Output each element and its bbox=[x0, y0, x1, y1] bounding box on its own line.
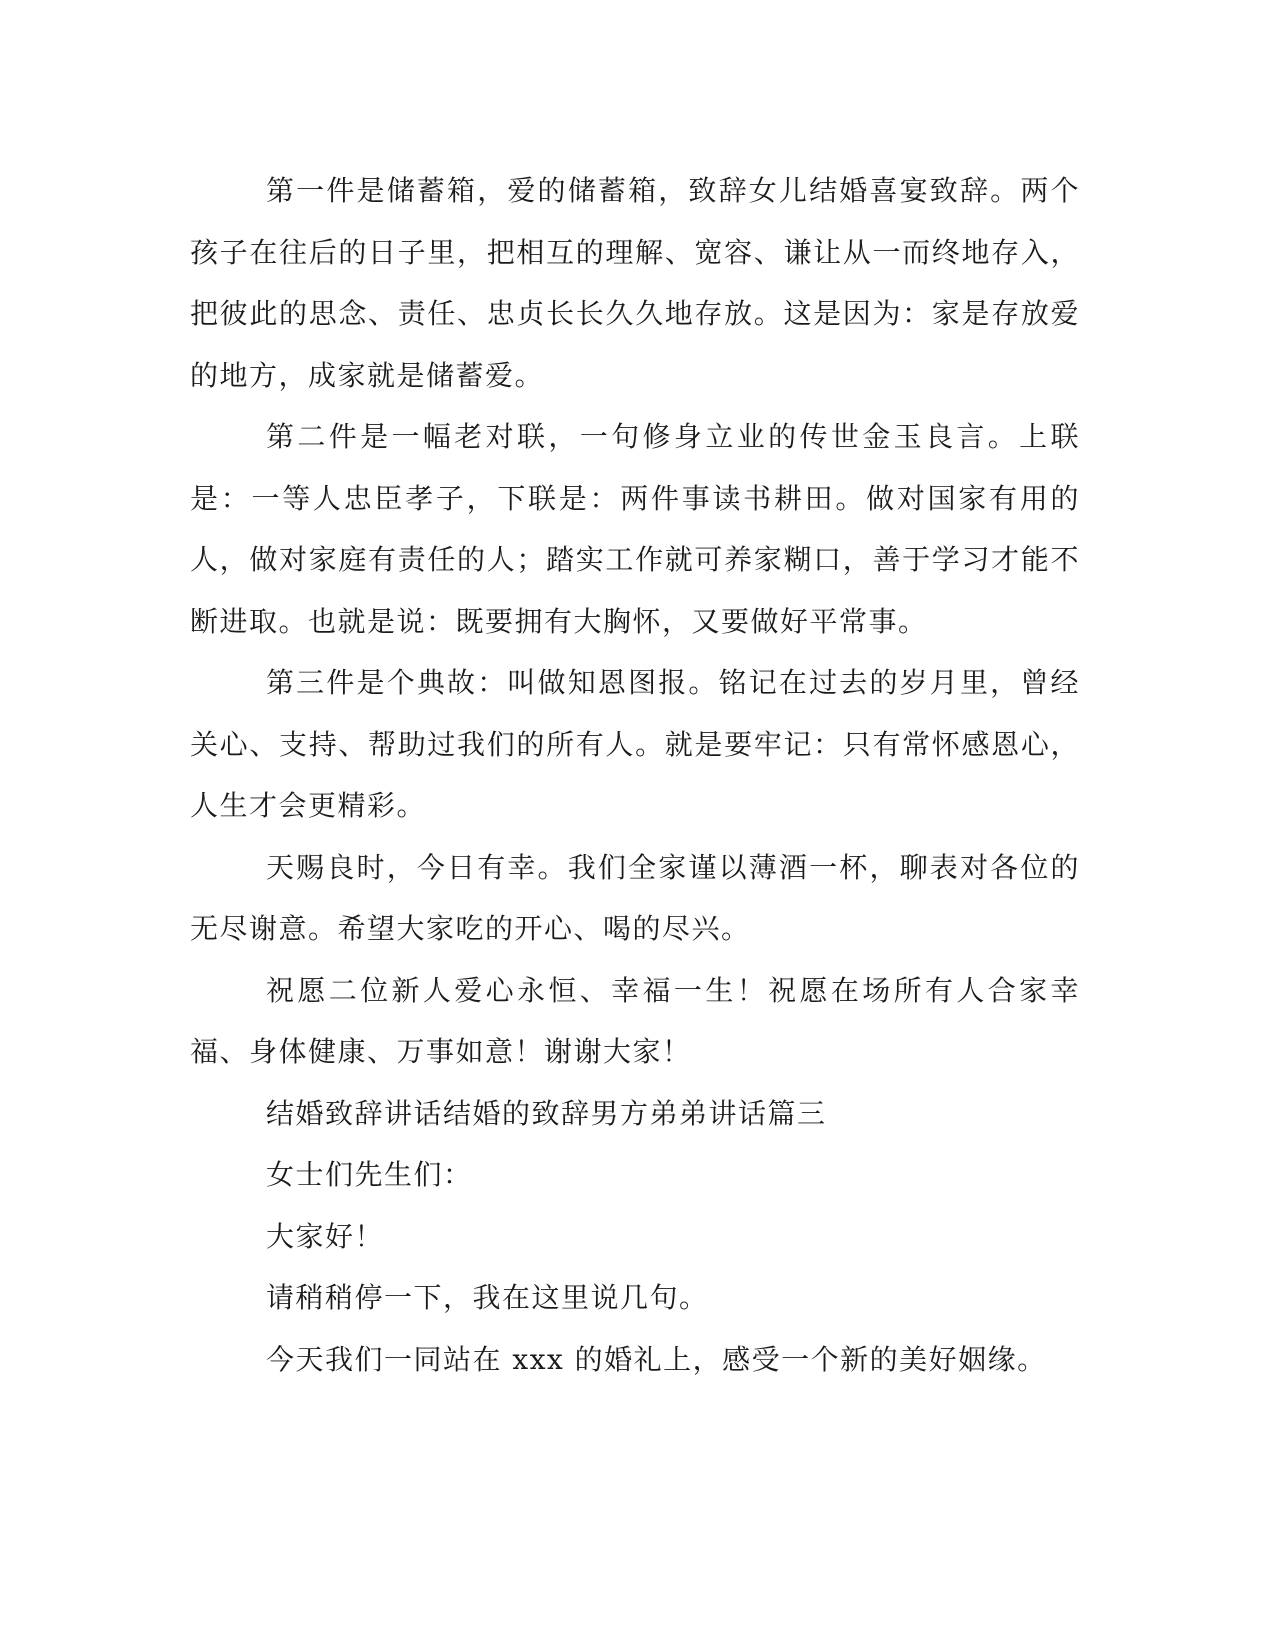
greeting: 大家好！ bbox=[266, 1219, 385, 1253]
paragraph-thanks: 天赐良时，今日有幸。我们全家谨以薄酒一杯，聊表对各位的无尽谢意。希望大家吃的开心、喝的尽兴。 bbox=[190, 850, 1080, 945]
section-heading: 结婚致辞讲话结婚的致辞男方弟弟讲话篇三 bbox=[266, 1096, 827, 1130]
salutation: 女士们先生们： bbox=[266, 1158, 473, 1191]
paragraph-wedding-intro: 今天我们一同站在 xxx 的婚礼上，感受一个新的美好姻缘。 bbox=[266, 1342, 1047, 1376]
paragraph-third-gift: 第三件是个典故：叫做知恩图报。铭记在过去的岁月里，曾经关心、支持、帮助过我们的所有人。就是要牢记：只有常怀感恩心，人生才会更精彩。 bbox=[190, 666, 1080, 822]
paragraph-pause: 请稍稍停一下，我在这里说几句。 bbox=[266, 1281, 709, 1314]
paragraph-blessing: 祝愿二位新人爱心永恒、幸福一生！祝愿在场所有人合家幸福、身体健康、万事如意！谢谢大家！ bbox=[190, 973, 1080, 1068]
paragraph-first-gift: 第一件是储蓄箱，爱的储蓄箱，致辞女儿结婚喜宴致辞。两个孩子在往后的日子里，把相互的理解、宽容、谦让从一而终地存入，把彼此的思念、责任、忠贞长长久久地存放。这是因为：家是存放爱的地方，成家就是储蓄爱。 bbox=[190, 174, 1080, 392]
paragraph-second-gift: 第二件是一幅老对联，一句修身立业的传世金玉良言。上联是：一等人忠臣孝子，下联是：两件事读书耕田。做对国家有用的人，做对家庭有责任的人；踏实工作就可养家糊口，善于学习才能不断进取。也就是说：既要拥有大胸怀，又要做好平常事。 bbox=[190, 420, 1080, 638]
document-body bbox=[190, 160, 1080, 1390]
